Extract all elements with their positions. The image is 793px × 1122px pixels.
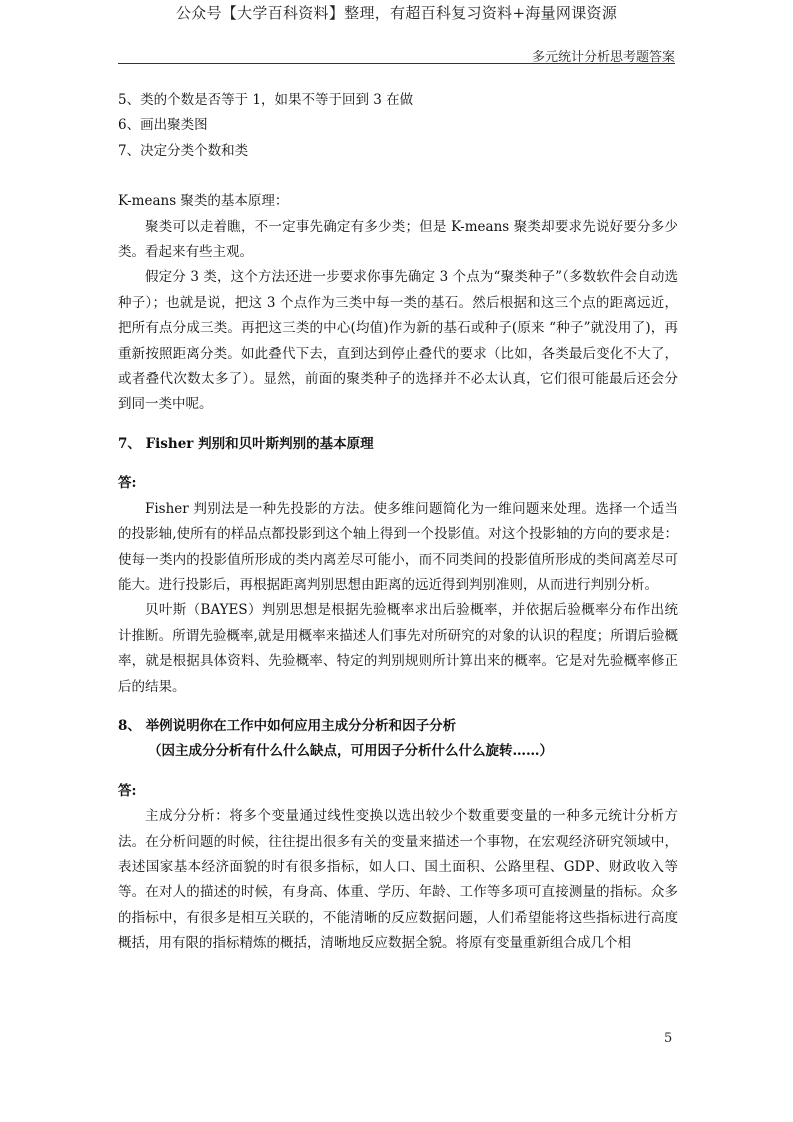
kmeans-paragraph: 聚类可以走着瞧，不一定事先确定有多少类；但是 K-means 聚类却要求先说好要分多少类。看起来有些主观。 [118, 218, 678, 261]
step-item: 6、画出聚类图 [118, 117, 208, 134]
step-item: 7、决定分类个数和类 [118, 142, 249, 159]
running-header: 多元统计分析思考题答案 [531, 50, 675, 65]
question-8-heading: 8、 举例说明你在工作中如何应用主成分分析和因子分析 [118, 717, 457, 734]
answer-label: 答: [118, 782, 137, 799]
kmeans-title: K-means 聚类的基本原理： [118, 193, 289, 210]
answer-label: 答: [118, 475, 137, 492]
header-divider [118, 63, 675, 64]
question-7-heading: 7、 Fisher 判别和贝叶斯判别的基本原理 [118, 435, 374, 452]
page-number: 5 [664, 1031, 673, 1046]
bayes-paragraph: 贝叶斯（BAYES）判别思想是根据先验概率求出后验概率，并依据后验概率分布作出统计推断。所谓先验概率,就是用概率来描述人们事先对所研究的对象的认识的程度；所谓后验概率，就是根据具体资料、先验概率、特定的判别规则所计算出来的概率。它是对先验概率修正后的结果。 [118, 602, 678, 695]
step-item: 5、类的个数是否等于 1，如果不等于回到 3 在做 [118, 92, 414, 108]
page-content [118, 88, 678, 957]
question-8-subheading: （因主成分分析有什么什么缺点，可用因子分析什么什么旋转……） [148, 743, 553, 760]
fisher-paragraph: Fisher 判别法是一种先投影的方法。使多维问题简化为一维问题来处理。选择一个适当的投影轴,使所有的样品点都投影到这个轴上得到一个投影值。对这个投影轴的方向的要求是：使每一类内的投影值所形成的类内离差尽可能小，而不同类间的投影值所形成的类间离差尽可能大。进行投影后，再根据距离判别思想由距离的远近得到判别准则，从而进行判别分析。 [118, 500, 678, 593]
pca-paragraph: 主成分分析：将多个变量通过线性变换以选出较少个数重要变量的一种多元统计分析方法。在分析问题的时候，往往提出很多有关的变量来描述一个事物，在宏观经济研究领域中，表述国家基本经济面貌的时有很多指标，如人口、国土面积、公路里程、GDP、财政收入等等。在对人的描述的时候，有身高、体重、学历、年龄、工作等多项可直接测量的指标。众多的指标中，有很多是相互关联的，不能清晰的反应数据问题，人们希望能将这些指标进行高度概括，用有限的指标精炼的概括，清晰地反应数据全貌。将原有变量重新组合成几个相 [118, 808, 678, 952]
watermark-banner: 公众号【大学百科资料】整理，有超百科复习资料+海量网课资源 [175, 4, 618, 22]
kmeans-paragraph: 假定分 3 类，这个方法还进一步要求你事先确定 3 个点为“聚类种子”（多数软件会自动选种子）；也就是说，把这 3 个点作为三类中每一类的基石。然后根据和这三个点的距离远近，把所有点分成三类。再把这三类的中心(均值)作为新的基石或种子(原来 “种子”就没用了)，再重新按照距离分类。如此叠代下去，直到达到停止叠代的要求（比如，各类最后变化不大了，或者叠代次数太多了）。显然，前面的聚类种子的选择并不必太认真，它们很可能最后还会分到同一类中呢。 [118, 269, 678, 413]
